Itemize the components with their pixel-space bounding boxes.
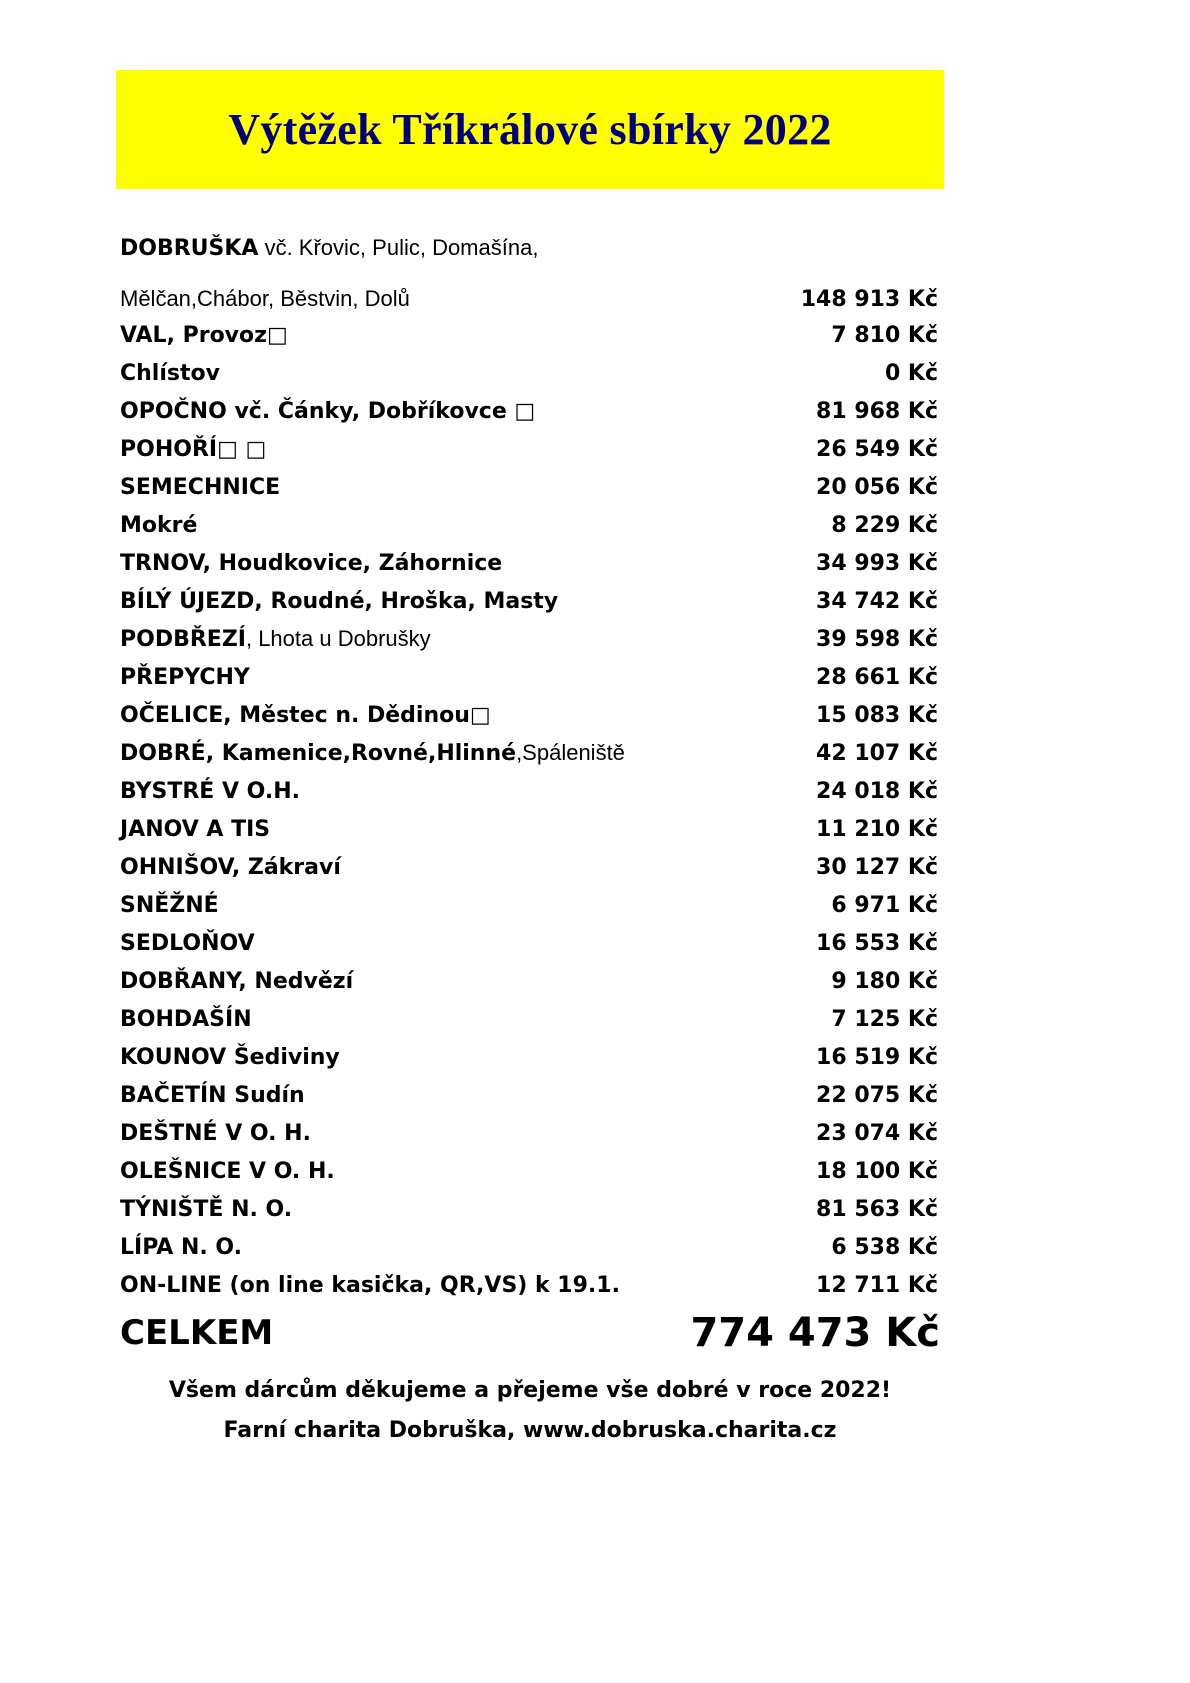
table-row bbox=[120, 506, 940, 544]
table-row bbox=[120, 658, 940, 696]
table-row bbox=[120, 886, 940, 924]
table-row bbox=[120, 354, 940, 392]
table-row bbox=[120, 848, 940, 886]
row-amount: 34 993 Kč bbox=[816, 550, 938, 576]
row-name-rest: □ bbox=[237, 436, 267, 462]
row-name-bold: LÍPA N. O. bbox=[120, 1234, 242, 1260]
organization-line: Farní charita Dobruška, www.dobruska.charita.cz bbox=[223, 1418, 837, 1443]
table-row bbox=[120, 468, 940, 506]
row-name bbox=[120, 437, 266, 462]
table-row bbox=[120, 696, 940, 734]
row-amount: 6 971 Kč bbox=[831, 892, 938, 918]
title-banner bbox=[116, 70, 944, 189]
page-title: Výtěžek Tříkrálové sbírky 2022 bbox=[228, 105, 832, 154]
row-name bbox=[120, 399, 535, 424]
row-name-bold: OPOČNO vč. Čánky, Dobříkovce bbox=[120, 398, 507, 424]
row-amount: 81 968 Kč bbox=[816, 398, 938, 424]
row-name bbox=[120, 589, 558, 614]
row-name-bold: SNĚŽNÉ bbox=[120, 892, 219, 918]
table-row bbox=[120, 268, 940, 316]
table-row bbox=[120, 924, 940, 962]
total-row bbox=[120, 1310, 940, 1356]
thanks-line: Všem dárcům děkujeme a přejeme vše dobré v roce 2022! bbox=[168, 1378, 892, 1403]
row-name-bold: TRNOV, Houdkovice, Záhornice bbox=[120, 550, 503, 576]
row-name-bold: TÝNIŠTĚ N. O. bbox=[120, 1196, 293, 1222]
row-amount: 12 711 Kč bbox=[816, 1272, 938, 1298]
row-name bbox=[120, 513, 197, 538]
row-name bbox=[120, 969, 353, 994]
row-name-bold: DOBRUŠKA bbox=[120, 236, 259, 261]
row-name bbox=[120, 740, 625, 766]
row-amount: 28 661 Kč bbox=[816, 664, 938, 690]
table-row bbox=[120, 392, 940, 430]
list-item bbox=[120, 228, 940, 316]
row-name-bold: DOBŘANY, Nedvězí bbox=[120, 968, 354, 994]
table-row bbox=[120, 430, 940, 468]
table-row bbox=[120, 1266, 940, 1304]
row-amount: 9 180 Kč bbox=[831, 968, 938, 994]
rows-container bbox=[120, 316, 940, 1304]
row-name bbox=[120, 1045, 340, 1070]
row-name bbox=[120, 1083, 305, 1108]
row-name-bold: SEDLOŇOV bbox=[120, 930, 255, 956]
table-row bbox=[120, 544, 940, 582]
total-label: CELKEM bbox=[120, 1313, 274, 1353]
row-amount: 16 553 Kč bbox=[816, 930, 938, 956]
row-amount: 7 125 Kč bbox=[831, 1006, 938, 1032]
row-amount: 81 563 Kč bbox=[816, 1196, 938, 1222]
table-row bbox=[120, 1000, 940, 1038]
row-amount: 34 742 Kč bbox=[816, 588, 938, 614]
row-amount: 42 107 Kč bbox=[816, 740, 938, 766]
row-name-bold: OČELICE, Městec n. Dědinou□ bbox=[120, 702, 491, 728]
row-name bbox=[120, 1121, 311, 1146]
row-name-bold: Mokré bbox=[120, 512, 198, 538]
row-amount: 24 018 Kč bbox=[816, 778, 938, 804]
row-amount: 15 083 Kč bbox=[816, 702, 938, 728]
table-row bbox=[120, 734, 940, 772]
table-row bbox=[120, 1228, 940, 1266]
row-name-bold: BAČETÍN Sudín bbox=[120, 1082, 305, 1108]
row-name-bold: BYSTRÉ V O.H. bbox=[120, 778, 301, 804]
row-amount: 18 100 Kč bbox=[816, 1158, 938, 1184]
row-name bbox=[120, 1197, 292, 1222]
table-row bbox=[120, 962, 940, 1000]
table-row bbox=[120, 1076, 940, 1114]
row-amount: 0 Kč bbox=[884, 360, 938, 386]
table-row bbox=[120, 1038, 940, 1076]
row-name bbox=[120, 931, 255, 956]
row-name-bold: Chlístov bbox=[120, 360, 220, 386]
row-name-rest: ,Spáleniště bbox=[516, 740, 625, 765]
row-name-line2: Mělčan,Chábor, Běstvin, Dolů bbox=[120, 286, 410, 311]
row-name bbox=[120, 475, 280, 500]
row-name-bold: VAL, Provoz bbox=[120, 322, 267, 348]
table-row bbox=[120, 620, 940, 658]
collection-list bbox=[120, 228, 940, 1304]
row-name-bold: ON-LINE (on line kasička, QR,VS) k 19.1. bbox=[120, 1272, 620, 1298]
row-name bbox=[120, 1159, 335, 1184]
row-amount: 6 538 Kč bbox=[831, 1234, 938, 1260]
row-name-bold: DEŠTNÉ V O. H. bbox=[120, 1120, 311, 1146]
table-row bbox=[120, 1152, 940, 1190]
table-row bbox=[120, 772, 940, 810]
row-name-bold: SEMECHNICE bbox=[120, 474, 281, 500]
row-name-bold: PODBŘEZÍ bbox=[120, 627, 246, 652]
row-amount: 39 598 Kč bbox=[816, 626, 938, 652]
row-amount: 26 549 Kč bbox=[816, 436, 938, 462]
row-name bbox=[120, 855, 341, 880]
table-row bbox=[120, 582, 940, 620]
row-name-bold: OHNIŠOV, Zákraví bbox=[120, 854, 341, 880]
row-name bbox=[120, 1007, 252, 1032]
row-name bbox=[120, 817, 270, 842]
row-amount: 16 519 Kč bbox=[816, 1044, 938, 1070]
row-name bbox=[120, 779, 300, 804]
row-name bbox=[120, 323, 288, 348]
row-name-bold: BÍLÝ ÚJEZD, Roudné, Hroška, Masty bbox=[120, 588, 559, 614]
total-value: 774 473 Kč bbox=[690, 1310, 940, 1356]
row-name-bold: BOHDAŠÍN bbox=[120, 1006, 252, 1032]
row-name bbox=[120, 626, 431, 652]
row-name bbox=[120, 361, 220, 386]
row-name-bold: DOBRÉ, Kamenice,Rovné,Hlinné bbox=[120, 741, 517, 766]
row-name-bold: KOUNOV Šediviny bbox=[120, 1044, 340, 1070]
row-amount: 20 056 Kč bbox=[816, 474, 938, 500]
table-row bbox=[120, 810, 940, 848]
row-name-rest: □ bbox=[266, 322, 288, 348]
row-name bbox=[120, 228, 940, 268]
row-name bbox=[120, 551, 502, 576]
row-name-rest: , Lhota u Dobrušky bbox=[245, 626, 431, 651]
row-name-rest: □ bbox=[506, 398, 536, 424]
row-name-bold: OLEŠNICE V O. H. bbox=[120, 1158, 335, 1184]
row-name-bold: PŘEPYCHY bbox=[120, 664, 250, 690]
row-name bbox=[120, 1235, 242, 1260]
row-amount: 30 127 Kč bbox=[816, 854, 938, 880]
row-name bbox=[120, 703, 491, 728]
row-amount: 23 074 Kč bbox=[816, 1120, 938, 1146]
row-name bbox=[120, 1273, 620, 1298]
table-row bbox=[120, 1114, 940, 1152]
row-amount: 8 229 Kč bbox=[831, 512, 938, 538]
table-row bbox=[120, 1190, 940, 1228]
table-row bbox=[120, 316, 940, 354]
row-name-bold: JANOV A TIS bbox=[120, 816, 271, 842]
row-amount: 22 075 Kč bbox=[816, 1082, 938, 1108]
row-amount: 148 913 Kč bbox=[800, 287, 938, 312]
row-name bbox=[120, 893, 219, 918]
row-amount: 11 210 Kč bbox=[816, 816, 938, 842]
row-name-bold: POHOŘÍ□ bbox=[120, 436, 238, 462]
row-amount: 7 810 Kč bbox=[831, 322, 938, 348]
row-name-rest: vč. Křovic, Pulic, Domašína, bbox=[258, 235, 539, 260]
row-name bbox=[120, 665, 250, 690]
